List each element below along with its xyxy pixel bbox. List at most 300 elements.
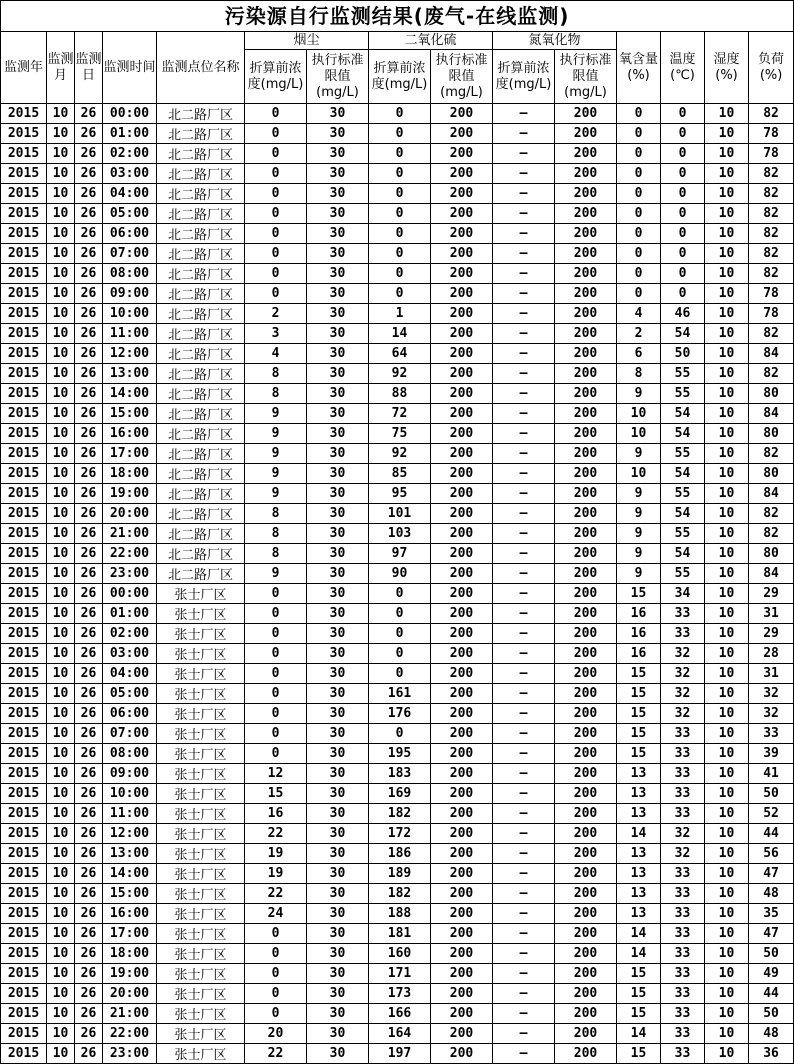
table-cell: 30 [307,484,369,504]
col-so2-conc: 折算前浓度(mg/L) [369,50,431,104]
table-cell: 18:00 [103,464,157,484]
table-cell: — [493,784,555,804]
table-cell: — [493,704,555,724]
table-cell: 30 [307,784,369,804]
table-cell: 80 [749,384,794,404]
table-cell: 169 [369,784,431,804]
table-cell: 52 [749,804,794,824]
table-cell: 200 [555,264,617,284]
table-cell: 47 [749,864,794,884]
table-cell: 26 [75,864,103,884]
table-cell: 10 [47,604,75,624]
table-cell: 33 [661,1004,705,1024]
table-cell: 10 [705,384,749,404]
table-cell: 0 [661,144,705,164]
table-cell: 200 [555,764,617,784]
table-cell: 32 [661,664,705,684]
table-cell: 10 [705,144,749,164]
table-row [1,664,794,684]
table-cell: 0 [245,704,307,724]
table-cell: 10 [47,944,75,964]
table-cell: 张士厂区 [157,924,245,944]
table-cell: 10 [705,104,749,124]
table-cell: 72 [369,404,431,424]
table-cell: 10 [705,564,749,584]
table-cell: 32 [749,704,794,724]
table-cell: 26 [75,564,103,584]
table-cell: 2015 [1,864,47,884]
table-cell: 26 [75,584,103,604]
table-cell: 186 [369,844,431,864]
table-cell: — [493,364,555,384]
table-cell: 10 [705,484,749,504]
table-cell: 0 [661,244,705,264]
table-cell: 2015 [1,924,47,944]
table-cell: 北二路厂区 [157,344,245,364]
table-cell: 78 [749,284,794,304]
table-cell: 10 [47,844,75,864]
table-cell: 北二路厂区 [157,104,245,124]
table-cell: 0 [369,584,431,604]
table-cell: — [493,604,555,624]
table-cell: 22 [245,1044,307,1064]
table-cell: 49 [749,964,794,984]
table-cell: 200 [555,624,617,644]
table-cell: 26 [75,304,103,324]
table-cell: 2015 [1,264,47,284]
table-cell: 200 [431,864,493,884]
table-cell: 9 [245,424,307,444]
table-cell: 200 [555,384,617,404]
table-cell: 26 [75,264,103,284]
table-cell: 30 [307,104,369,124]
table-cell: 10 [47,764,75,784]
table-cell: 2015 [1,604,47,624]
table-cell: 10 [705,684,749,704]
table-cell: 200 [555,444,617,464]
table-cell: 06:00 [103,224,157,244]
table-cell: 26 [75,484,103,504]
table-cell: 10 [705,324,749,344]
table-cell: 200 [431,884,493,904]
table-cell: 0 [617,284,661,304]
table-cell: 10 [705,1004,749,1024]
table-cell: 24 [245,904,307,924]
table-cell: 北二路厂区 [157,244,245,264]
table-cell: 北二路厂区 [157,484,245,504]
table-cell: 16 [617,624,661,644]
table-cell: 2015 [1,764,47,784]
table-cell: 10 [705,304,749,324]
table-cell: 10 [617,404,661,424]
table-row [1,944,794,964]
table-cell: 26 [75,104,103,124]
table-cell: 26 [75,984,103,1004]
table-cell: 200 [431,704,493,724]
table-cell: 26 [75,424,103,444]
table-cell: 10 [47,744,75,764]
table-row [1,404,794,424]
table-cell: 03:00 [103,644,157,664]
table-cell: 160 [369,944,431,964]
table-cell: 2015 [1,644,47,664]
table-cell: 200 [431,544,493,564]
table-cell: 00:00 [103,104,157,124]
col-year: 监测年 [1,32,47,104]
table-row [1,964,794,984]
table-cell: 33 [661,884,705,904]
table-cell: 200 [431,464,493,484]
table-cell: 10 [617,424,661,444]
table-cell: 200 [555,184,617,204]
table-cell: 166 [369,1004,431,1024]
table-cell: 30 [307,704,369,724]
table-cell: 0 [245,724,307,744]
table-cell: 30 [307,1044,369,1064]
table-cell: 2015 [1,844,47,864]
col-nox-limit: 执行标准限值(mg/L) [555,50,617,104]
table-cell: 13 [617,764,661,784]
table-cell: — [493,944,555,964]
table-cell: 19:00 [103,964,157,984]
table-cell: 10 [47,664,75,684]
table-cell: 19 [245,864,307,884]
table-cell: 张士厂区 [157,684,245,704]
table-cell: 80 [749,544,794,564]
table-cell: 北二路厂区 [157,284,245,304]
table-cell: 0 [245,284,307,304]
table-cell: 26 [75,944,103,964]
table-cell: 84 [749,404,794,424]
table-cell: 30 [307,884,369,904]
table-cell: 10 [705,264,749,284]
table-cell: 15 [617,964,661,984]
table-cell: 00:00 [103,584,157,604]
table-cell: 10 [47,424,75,444]
table-cell: 14 [617,824,661,844]
table-cell: — [493,144,555,164]
table-cell: 54 [661,544,705,564]
table-cell: 200 [555,684,617,704]
table-cell: 84 [749,564,794,584]
table-cell: 26 [75,664,103,684]
table-row [1,924,794,944]
table-cell: 0 [245,964,307,984]
table-cell: 200 [555,504,617,524]
table-cell: 200 [431,844,493,864]
table-cell: 10 [47,824,75,844]
table-cell: 30 [307,504,369,524]
table-cell: 30 [307,984,369,1004]
table-cell: 200 [555,744,617,764]
table-cell: 13 [617,904,661,924]
table-cell: 0 [245,944,307,964]
table-cell: 200 [555,204,617,224]
table-cell: 10 [705,884,749,904]
table-cell: 02:00 [103,624,157,644]
table-cell: 张士厂区 [157,864,245,884]
table-cell: 54 [661,464,705,484]
table-cell: 10 [47,544,75,564]
table-cell: 2015 [1,284,47,304]
table-cell: 16 [617,644,661,664]
table-cell: 82 [749,104,794,124]
table-row [1,164,794,184]
table-cell: 33 [661,744,705,764]
table-cell: 10 [705,724,749,744]
table-cell: 200 [555,224,617,244]
table-row [1,844,794,864]
table-cell: 26 [75,404,103,424]
table-cell: 张士厂区 [157,844,245,864]
table-cell: 2015 [1,944,47,964]
table-row [1,584,794,604]
table-cell: 09:00 [103,764,157,784]
table-cell: 200 [431,684,493,704]
table-cell: 26 [75,904,103,924]
table-cell: 26 [75,844,103,864]
table-cell: 200 [555,924,617,944]
table-cell: 33 [661,624,705,644]
table-cell: — [493,124,555,144]
table-cell: 10 [47,1024,75,1044]
table-cell: 2 [245,304,307,324]
table-cell: 200 [431,264,493,284]
table-row [1,224,794,244]
table-cell: 26 [75,644,103,664]
table-cell: 0 [369,604,431,624]
table-cell: 30 [307,1004,369,1024]
table-cell: 10 [705,464,749,484]
table-cell: 0 [369,244,431,264]
table-cell: 9 [617,504,661,524]
table-cell: 10 [47,904,75,924]
table-cell: 54 [661,404,705,424]
table-cell: 10 [705,964,749,984]
table-cell: 200 [555,424,617,444]
table-cell: 33 [661,964,705,984]
table-cell: 82 [749,444,794,464]
table-cell: 9 [617,384,661,404]
table-cell: 10 [705,184,749,204]
table-cell: 182 [369,804,431,824]
table-cell: 0 [617,204,661,224]
table-cell: 30 [307,924,369,944]
table-row [1,504,794,524]
table-cell: 北二路厂区 [157,464,245,484]
table-cell: 200 [555,324,617,344]
table-cell: 23:00 [103,1044,157,1064]
table-cell: — [493,824,555,844]
table-cell: 200 [555,304,617,324]
table-cell: 张士厂区 [157,624,245,644]
table-cell: 200 [431,424,493,444]
table-cell: 张士厂区 [157,1024,245,1044]
table-cell: 北二路厂区 [157,184,245,204]
table-cell: 10 [705,984,749,1004]
table-row [1,744,794,764]
table-cell: 33 [749,724,794,744]
table-cell: 0 [661,284,705,304]
table-cell: 0 [245,264,307,284]
table-cell: 30 [307,904,369,924]
table-cell: 200 [431,224,493,244]
table-cell: 200 [555,164,617,184]
table-cell: 9 [617,484,661,504]
table-cell: 15 [617,684,661,704]
table-cell: 15 [617,744,661,764]
table-cell: 82 [749,364,794,384]
table-cell: 北二路厂区 [157,204,245,224]
table-cell: 26 [75,444,103,464]
table-cell: 10 [705,904,749,924]
table-cell: 17:00 [103,444,157,464]
col-month: 监测月 [47,32,75,104]
table-cell: 北二路厂区 [157,544,245,564]
table-cell: — [493,384,555,404]
table-cell: 80 [749,464,794,484]
table-cell: — [493,804,555,824]
table-cell: 189 [369,864,431,884]
table-cell: 20:00 [103,504,157,524]
table-cell: 200 [431,984,493,1004]
table-cell: 13 [617,784,661,804]
table-cell: 30 [307,464,369,484]
table-cell: 30 [307,564,369,584]
table-row [1,1004,794,1024]
table-cell: 08:00 [103,744,157,764]
table-cell: 0 [369,224,431,244]
table-cell: 2015 [1,504,47,524]
table-cell: 26 [75,524,103,544]
table-cell: 2015 [1,384,47,404]
table-cell: 0 [245,184,307,204]
table-cell: 10 [705,924,749,944]
table-cell: 张士厂区 [157,704,245,724]
table-cell: 30 [307,364,369,384]
table-cell: 54 [661,324,705,344]
table-cell: 10 [705,604,749,624]
table-cell: — [493,284,555,304]
table-cell: — [493,644,555,664]
table-row [1,384,794,404]
table-cell: 50 [749,784,794,804]
table-cell: 30 [307,724,369,744]
table-cell: 8 [245,524,307,544]
table-row [1,464,794,484]
table-cell: 0 [661,124,705,144]
table-cell: 200 [431,324,493,344]
table-cell: 176 [369,704,431,724]
table-cell: 14 [617,924,661,944]
table-cell: 55 [661,564,705,584]
table-cell: 30 [307,624,369,644]
table-cell: 10 [617,464,661,484]
group-so2: 二氧化硫 [369,32,493,50]
table-cell: 200 [431,804,493,824]
table-cell: 30 [307,424,369,444]
table-cell: — [493,1004,555,1024]
table-cell: 北二路厂区 [157,144,245,164]
table-cell: 200 [555,564,617,584]
table-cell: 50 [661,344,705,364]
table-cell: 200 [555,524,617,544]
table-cell: 97 [369,544,431,564]
table-cell: 30 [307,264,369,284]
table-cell: 22:00 [103,544,157,564]
table-cell: 200 [555,344,617,364]
table-cell: 200 [555,484,617,504]
table-cell: 26 [75,464,103,484]
table-cell: 30 [307,544,369,564]
table-cell: 200 [555,944,617,964]
table-cell: — [493,764,555,784]
table-cell: 北二路厂区 [157,224,245,244]
table-cell: 0 [661,204,705,224]
table-cell: 33 [661,944,705,964]
table-cell: 10 [47,724,75,744]
table-cell: 15:00 [103,404,157,424]
table-cell: 北二路厂区 [157,524,245,544]
table-cell: 2015 [1,484,47,504]
table-cell: 0 [617,104,661,124]
table-row [1,284,794,304]
table-cell: 200 [431,1004,493,1024]
table-cell: 2015 [1,584,47,604]
table-cell: 10 [47,864,75,884]
table-cell: 06:00 [103,704,157,724]
group-dust: 烟尘 [245,32,369,50]
table-cell: 200 [431,744,493,764]
table-cell: 10 [705,204,749,224]
table-cell: 16 [245,804,307,824]
table-cell: 2015 [1,804,47,824]
table-cell: 44 [749,824,794,844]
table-cell: 26 [75,244,103,264]
table-cell: 0 [245,984,307,1004]
table-cell: 82 [749,184,794,204]
table-row [1,204,794,224]
table-cell: 26 [75,364,103,384]
table-cell: — [493,184,555,204]
table-cell: 10 [47,524,75,544]
table-cell: 10:00 [103,304,157,324]
table-cell: 30 [307,844,369,864]
table-cell: 30 [307,124,369,144]
table-cell: 41 [749,764,794,784]
table-cell: 33 [661,924,705,944]
table-cell: — [493,304,555,324]
table-cell: 10 [47,964,75,984]
table-cell: 张士厂区 [157,1004,245,1024]
table-cell: 10 [47,324,75,344]
table-cell: 30 [307,664,369,684]
table-cell: 9 [245,484,307,504]
table-cell: 北二路厂区 [157,424,245,444]
table-cell: 02:00 [103,144,157,164]
table-cell: 0 [661,164,705,184]
table-row [1,484,794,504]
table-cell: 0 [245,204,307,224]
table-cell: 0 [617,144,661,164]
table-cell: 2015 [1,124,47,144]
table-cell: 北二路厂区 [157,304,245,324]
table-cell: 50 [749,944,794,964]
table-cell: 78 [749,304,794,324]
table-cell: 2 [617,324,661,344]
table-cell: 26 [75,1004,103,1024]
table-cell: 200 [431,824,493,844]
